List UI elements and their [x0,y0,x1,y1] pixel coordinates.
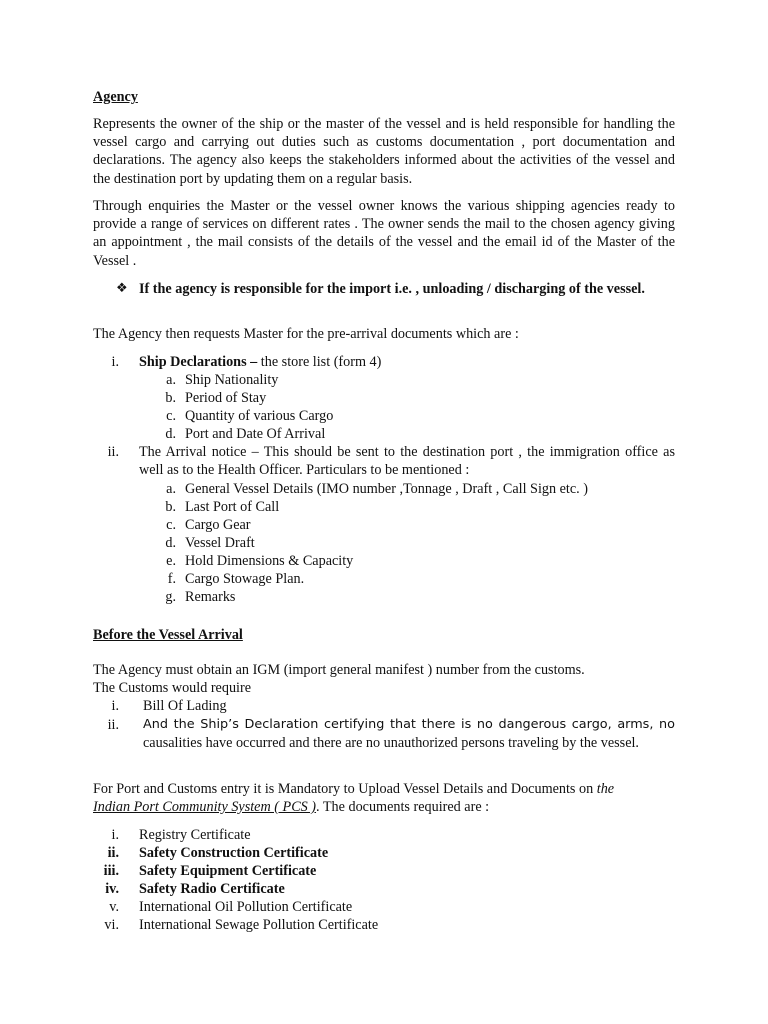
certificate-item: Safety Construction Certificate [139,845,329,861]
agency-paragraph-2: Through enquiries the Master or the vessel owner knows the various shipping agencies ready to provide a range of services on different rates . The owner sends the mail to the chosen agency giving an appointment , the mail consists of the details of the vessel and the email id of the Master of the Vessel . [93,198,675,269]
pre-arrival-intro: The Agency then requests Master for the pre-arrival documents which are : [93,326,519,342]
list-number: vi. [104,917,119,933]
ship-declarations-desc: the store list (form 4) [257,354,382,370]
certificate-item: International Oil Pollution Certificate [139,899,353,915]
customs-require-line: The Customs would require [93,680,252,696]
diamond-bullet-icon: ❖ [116,281,128,296]
list-number: i. [111,827,119,843]
sub-item: Cargo Gear [185,517,251,533]
sub-letter: g. [165,589,176,605]
import-condition-bullet: If the agency is responsible for the import i.e. , unloading / discharging of the vessel. [139,281,645,297]
sub-item: Hold Dimensions & Capacity [185,553,354,569]
list-number: ii. [107,845,119,861]
sub-letter: a. [166,372,176,388]
pcs-line-2-text: . The documents required are : [316,799,490,815]
ship-declaration-item: And the Ship’s Declaration certifying that there is no dangerous cargo, arms, no [143,717,675,732]
sub-item: Quantity of various Cargo [185,408,334,424]
sub-item: Cargo Stowage Plan. [185,571,305,587]
sub-letter: b. [165,390,176,406]
list-number: iii. [103,863,119,879]
sub-item: Last Port of Call [185,499,280,515]
arrival-notice-item: The Arrival notice – This should be sent to the destination port , the immigration office as well as to the Health Officer. Particulars to be mentioned : [139,444,675,479]
sub-letter: b. [165,499,176,515]
sub-item: Remarks [185,589,236,605]
list-number: iv. [105,881,119,897]
pcs-intro-text: For Port and Customs entry it is Mandatory to Upload Vessel Details and Documents on [93,781,597,797]
pcs-link[interactable]: Indian Port Community System ( PCS ) [93,799,317,815]
igm-line: The Agency must obtain an IGM (import general manifest ) number from the customs. [93,662,585,678]
sub-letter: c. [166,517,176,533]
sub-letter: d. [165,426,176,442]
sub-letter: e. [166,553,176,569]
pcs-line-2 [93,798,489,816]
sub-item: Vessel Draft [185,535,255,551]
certificate-item: Registry Certificate [139,827,251,843]
list-number: ii. [107,444,119,460]
sub-letter: f. [167,571,176,587]
sub-letter: c. [166,408,176,424]
pcs-intro-line [93,780,614,798]
ship-declaration-item-cont: causalities have occurred and there are no unauthorized persons traveling by the vessel. [143,735,639,751]
agency-heading: Agency [93,89,138,105]
sub-item: General Vessel Details (IMO number ,Tonnage , Draft , Call Sign etc. ) [185,481,588,497]
certificate-item: Safety Equipment Certificate [139,863,317,879]
sub-letter: d. [165,535,176,551]
list-number: v. [109,899,119,915]
sub-item: Period of Stay [185,390,267,406]
agency-paragraph-1: Represents the owner of the ship or the master of the vessel and is held responsible for handling the vessel cargo and carrying out duties such as customs documentation , port documentation and declarations. The agency also keeps the stakeholders informed about the activities of the vessel and the destination port by updating them on a regular basis. [93,116,675,187]
sub-item: Ship Nationality [185,372,279,388]
certificate-item: International Sewage Pollution Certificate [139,917,379,933]
bill-of-lading-item: Bill Of Lading [143,698,227,714]
sub-item: Port and Date Of Arrival [185,426,326,442]
list-number: i. [111,698,119,714]
sub-letter: a. [166,481,176,497]
list-number: i. [111,354,119,370]
before-arrival-heading: Before the Vessel Arrival [93,627,243,643]
pcs-intro-italic: the [596,781,615,797]
list-number: ii. [107,717,119,733]
ship-declarations-label: Ship Declarations – [139,354,258,370]
ship-declarations-item [139,353,381,371]
certificate-item: Safety Radio Certificate [139,881,285,897]
